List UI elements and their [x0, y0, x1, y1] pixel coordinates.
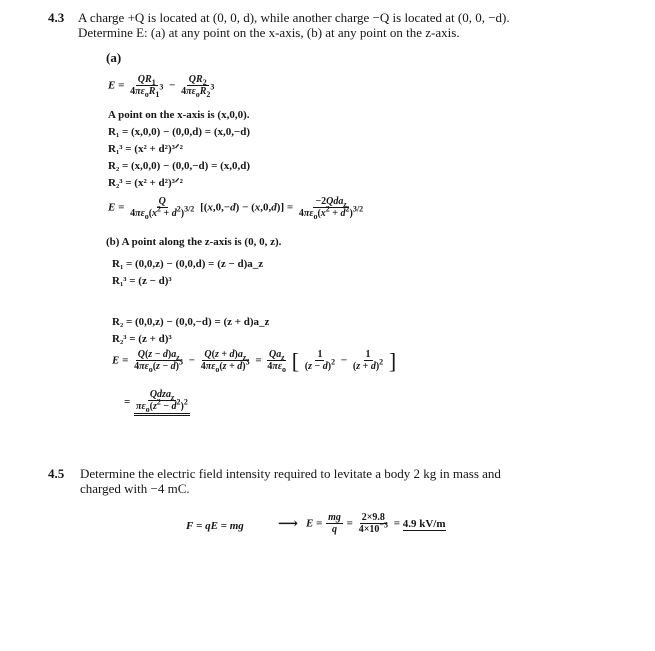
problem-4-5-number: 4.5 [48, 466, 65, 481]
equation-e-general: E = $\frac{QR_1}{4\pi\varepsilon_oR_1^3}$ − $\frac{QR_2}{4\pi\varepsilon_oR_2^3}$ [108, 74, 215, 99]
part-a-label: (a) [106, 50, 122, 65]
a-r1-vector: R₁ = (x,0,0) − (0,0,d) = (x,0,−d) [108, 126, 251, 138]
b-r2-cubed: R₂³ = (z + d)³ [112, 333, 172, 345]
b-r1-vector: R₁ = (0,0,z) − (0,0,d) = (z − d)a_z [112, 258, 264, 270]
equation-e-x-axis: E = $\frac{Q}{4\pi\varepsilon_o(x^2 + d^2)^{3/2}}$ [(x,0,−d) − (x,0,d)] = $\frac{-2Qda_z}{4\pi\varepsilon_o(x^2 + d^2)^{3/2}}$ [108, 196, 364, 221]
problem-4-5-line-2: charged with −4 mC. [80, 481, 190, 496]
field-intensity-result: 4.9 kV/m [402, 517, 446, 530]
a-r2-cubed: R₂³ = (x² + d²)³ᐟ² [108, 177, 183, 189]
part-b-label: (b) A point along the z-axis is (0, 0, z). [106, 236, 282, 248]
problem-4-3-line-1: A charge +Q is located at (0, 0, d), while another charge −Q is located at (0, 0, −d). [78, 10, 510, 25]
equation-e-z-axis: E = $\frac{Q(z - d)a_z}{4\pi\varepsilon_o(z - d)^3}$ − $\frac{Q(z + d)a_z}{4\pi\varepsilon_o(z + d)^3}$ = $\frac{Qa_z}{4\pi\varepsilon_o}$ [ $\frac{1}{(z - d)^2}$ − $\frac{1}{(z + d)^2}$ ] [112, 348, 397, 374]
problem-4-3-line-2: Determine E: (a) at any point on the x-axis, (b) at any point on the z-axis. [78, 25, 460, 40]
problem-4-5-line-1: Determine the electric field intensity required to levitate a body 2 kg in mass and [80, 466, 501, 481]
equation-e-z-axis-result: = $\frac{Qdza_z}{\pi\varepsilon_o(z^2 - d^2)^2}$ [124, 389, 188, 414]
b-r2-vector: R₂ = (0,0,z) − (0,0,−d) = (z + d)a_z [112, 316, 270, 328]
problem-4-3-number: 4.3 [48, 10, 65, 25]
arrow-icon: ⟶ [278, 517, 299, 532]
b-r1-cubed: R₁³ = (z − d)³ [112, 275, 172, 287]
force-equation: F = qE = mg [186, 520, 244, 532]
field-intensity-equation: E = $\frac{mg}{q}$ = $\frac{2\times 9.8}{4\times 10^{-3}}$ = 4.9 kV/m [306, 512, 446, 535]
a-r2-vector: R₂ = (x,0,0) − (0,0,−d) = (x,0,d) [108, 160, 251, 172]
a-r1-cubed: R₁³ = (x² + d²)³ᐟ² [108, 143, 183, 155]
a-point-text: A point on the x-axis is (x,0,0). [108, 109, 250, 121]
